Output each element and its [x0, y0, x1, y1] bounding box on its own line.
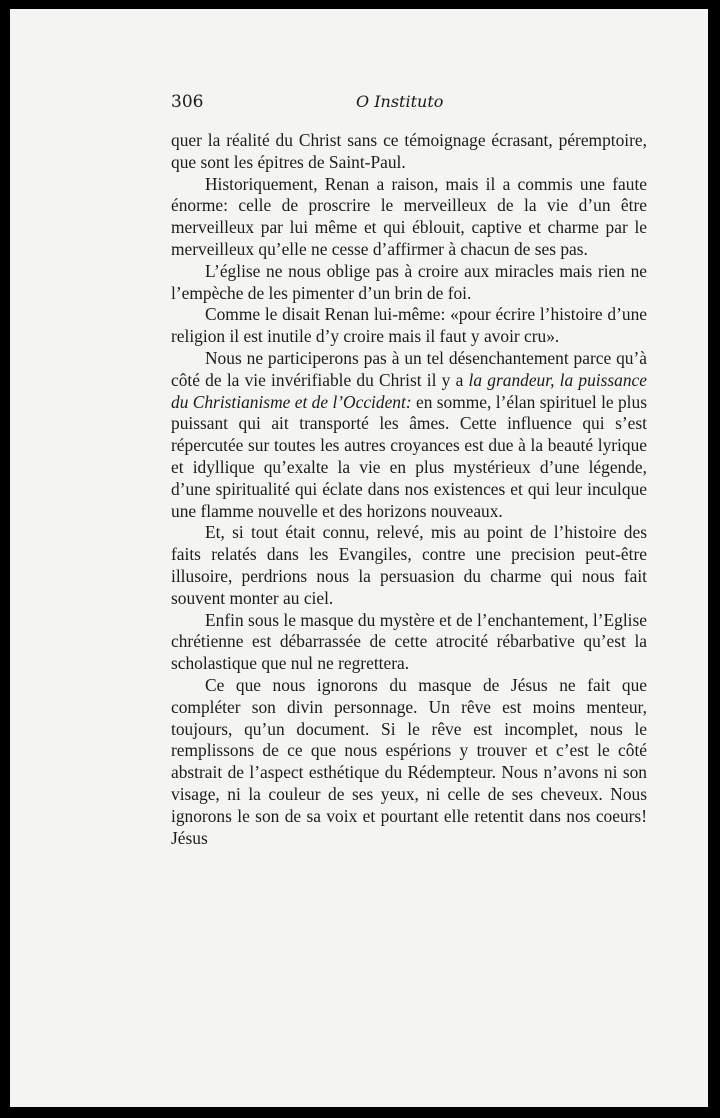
- paragraph-1: quer la réalité du Christ sans ce témoignage écrasant, péremptoire, que sont les épitres de Saint-Paul.: [171, 130, 647, 172]
- paragraph-5-part2: en somme, l’élan spirituel le plus puissant qui ait transporté les âmes. Cette influence qui s’est répercutée sur toutes les autres croyances est due à la beauté lyrique et idyllique qu’exalte la vie en plus mystérieux d’une légende, d’une spiritualité qui éclate dans nos existences et qui leur inculque une flamme nouvelle et des horizons nouveaux.: [171, 391, 647, 521]
- paragraph-6: Et, si tout était connu, relevé, mis au point de l’histoire des faits relatés dans les Evangiles, contre une precision peut-être illusoire, perdrions nous la persuasion du charme qui nous fait souvent monter au ciel.: [171, 522, 647, 608]
- paragraph-7: Enfin sous le masque du mystère et de l’enchantement, l’Eglise chrétienne est débarrassée de cette atrocité rébarbative qu’est la scholastique que nul ne regrettera.: [171, 609, 647, 674]
- document-page: [10, 9, 708, 1107]
- running-head: O Instituto: [356, 92, 444, 111]
- page-header: [171, 92, 647, 118]
- paragraph-4: Comme le disait Renan lui-même: «pour écrire l’histoire d’une religion il est inutile d’y croire mais il faut y avoir cru».: [171, 304, 647, 347]
- paragraph-3: L’église ne nous oblige pas à croire aux miracles mais rien ne l’empèche de les pimenter d’un brin de foi.: [171, 260, 647, 303]
- body-text: [171, 130, 647, 849]
- paragraph-2: Historiquement, Renan a raison, mais il a commis une faute énorme: celle de proscrire le merveilleux de la vie d’un être merveilleux par lui même et qui éblouit, captive et charme par le merveilleux qu’elle ne cesse d’affirmer à chacun de ses pas.: [171, 173, 647, 259]
- paragraph-5-part1: Nous ne participerons pas à un tel désenchantement parce qu’à côté de la vie invérifiable du Christ il y a: [171, 347, 647, 390]
- page-number: 306: [171, 92, 204, 112]
- paragraph-8: Ce que nous ignorons du masque de Jésus ne fait que compléter son divin personnage. Un rêve est moins menteur, toujours, qu’un document. Si le rêve est incomplet, nous le remplissons de ce que nous espérions y trouver et c’est le côté abstrait de l’aspect esthétique du Rédempteur. Nous n’avons ni son visage, ni la couleur de ses yeux, ni celle de ses cheveux. Nous ignorons le son de sa voix et pourtant elle retentit dans nos coeurs! Jésus: [171, 674, 647, 848]
- paragraph-5: [171, 348, 647, 522]
- paragraph-5-italic: la grandeur, la puissance du Christianisme et de l’Occident:: [171, 369, 647, 412]
